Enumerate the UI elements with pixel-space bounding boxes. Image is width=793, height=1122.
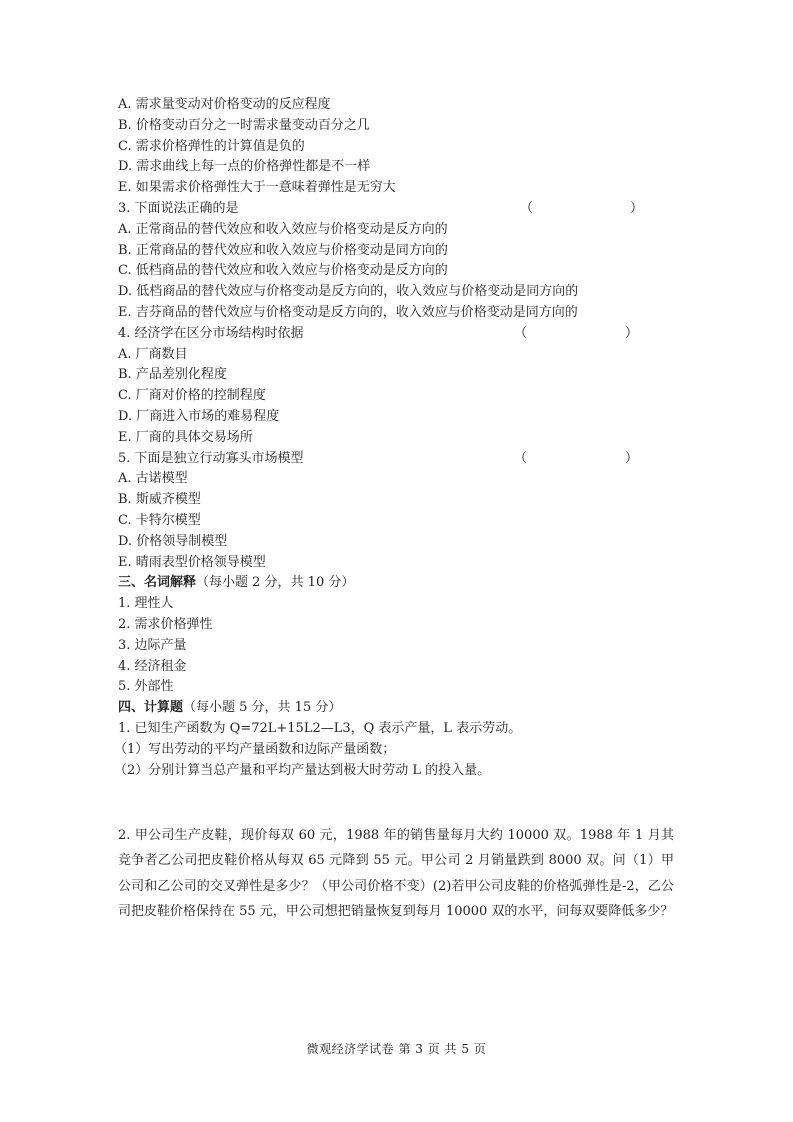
exam-content [114,95,678,781]
q3-answer-paren-open: （ [520,200,534,216]
q3-option-d: D. 低档商品的替代效应与价格变动是反方向的，收入效应与价格变动是同方向的 [118,284,579,300]
term-item: 4. 经济租金 [118,658,187,674]
q5-option-b: B. 斯威齐模型 [118,492,201,508]
q3-stem [118,199,678,220]
q4-stem-text: 4. 经济学在区分市场结构时依据 [118,325,304,341]
q3-option-b: B. 正常商品的替代效应和收入效应与价格变动是同方向的 [118,242,448,258]
q5-option-e: E. 晴雨表型价格领导模型 [118,554,266,570]
q5-option-c: C. 卡特尔模型 [118,512,201,528]
page-footer: 微观经济学试卷 第 3 页 共 5 页 [306,1042,487,1056]
section4-title: 四、计算题 [118,700,184,716]
term-item: 1. 理性人 [118,596,174,612]
q5-stem-text: 5. 下面是独立行动寡头市场模型 [118,450,304,466]
calc-q1-sub1: （1）写出劳动的平均产量函数和边际产量函数； [114,741,396,757]
q3-option-e: E. 吉芬商品的替代效应与价格变动是反方向的，收入效应与价格变动是同方向的 [118,304,578,320]
q4-option-c: C. 厂商对价格的控制程度 [118,388,266,404]
q4-option-d: D. 厂商进入市场的难易程度 [118,408,280,424]
q4-option-a: A. 厂商数目 [118,346,188,362]
term-item: 3. 边际产量 [118,637,187,653]
section3-title: 三、名词解释 [118,575,197,591]
section4-note: （每小题 5 分，共 15 分） [183,700,342,716]
q2-option-c: C. 需求价格弹性的计算值是负的 [118,138,305,154]
q5-option-d: D. 价格领导制模型 [118,533,228,549]
q3-option-c: C. 低档商品的替代效应和收入效应与价格变动是反方向的 [118,263,448,279]
q5-stem [118,449,678,470]
q3-stem-text: 3. 下面说法正确的是 [118,200,239,216]
q3-answer-paren-close: ） [630,200,644,216]
q4-answer-paren-open: （ [514,325,528,341]
q4-stem [118,324,678,345]
calc-q1-sub2: （2）分别计算当总产量和平均产量达到极大时劳动 L 的投入量。 [114,762,491,778]
term-item: 5. 外部性 [118,679,174,695]
q3-option-a: A. 正常商品的替代效应和收入效应与价格变动是反方向的 [118,221,448,237]
q4-answer-paren-close: ） [625,325,639,341]
q2-option-b: B. 价格变动百分之一时需求量变动百分之几 [118,117,370,133]
section3-heading [118,573,678,594]
q5-answer-paren-close: ） [625,450,639,466]
calc-q1-stem: 1. 已知生产函数为 Q=72L+15L2—L3，Q 表示产量，L 表示劳动。 [118,720,522,736]
calc-q2-paragraph: 2. 甲公司生产皮鞋，现价每双 60 元，1988 年的销售量每月大约 10000 双。1988 年 1 月其竞争者乙公司把皮鞋价格从每双 65 元降到 55 元。甲公司 2 月销量跌到 8000 双。问（1）甲公司和乙公司的交叉弹性是多少？（甲公司价格不变）(2)若甲公司皮鞋的价格弧弹性是-2，乙公司把皮鞋价格保持在 55 元，甲公司想把销量恢复到每月 10000 双的水平，问每双要降低多少？ [118,828,674,919]
q5-option-a: A. 古诺模型 [118,471,188,487]
q4-option-e: E. 厂商的具体交易场所 [118,429,253,445]
q2-option-a: A. 需求量变动对价格变动的反应程度 [118,97,331,112]
section3-note: （每小题 2 分，共 10 分） [196,575,355,591]
q2-option-e: E. 如果需求价格弹性大于一意味着弹性是无穷大 [118,180,396,196]
q4-option-b: B. 产品差别化程度 [118,367,227,383]
term-item: 2. 需求价格弹性 [118,616,213,632]
q5-answer-paren-open: （ [514,450,528,466]
q2-option-d: D. 需求曲线上每一点的价格弹性都是不一样 [118,159,371,175]
section4-heading [118,698,678,719]
